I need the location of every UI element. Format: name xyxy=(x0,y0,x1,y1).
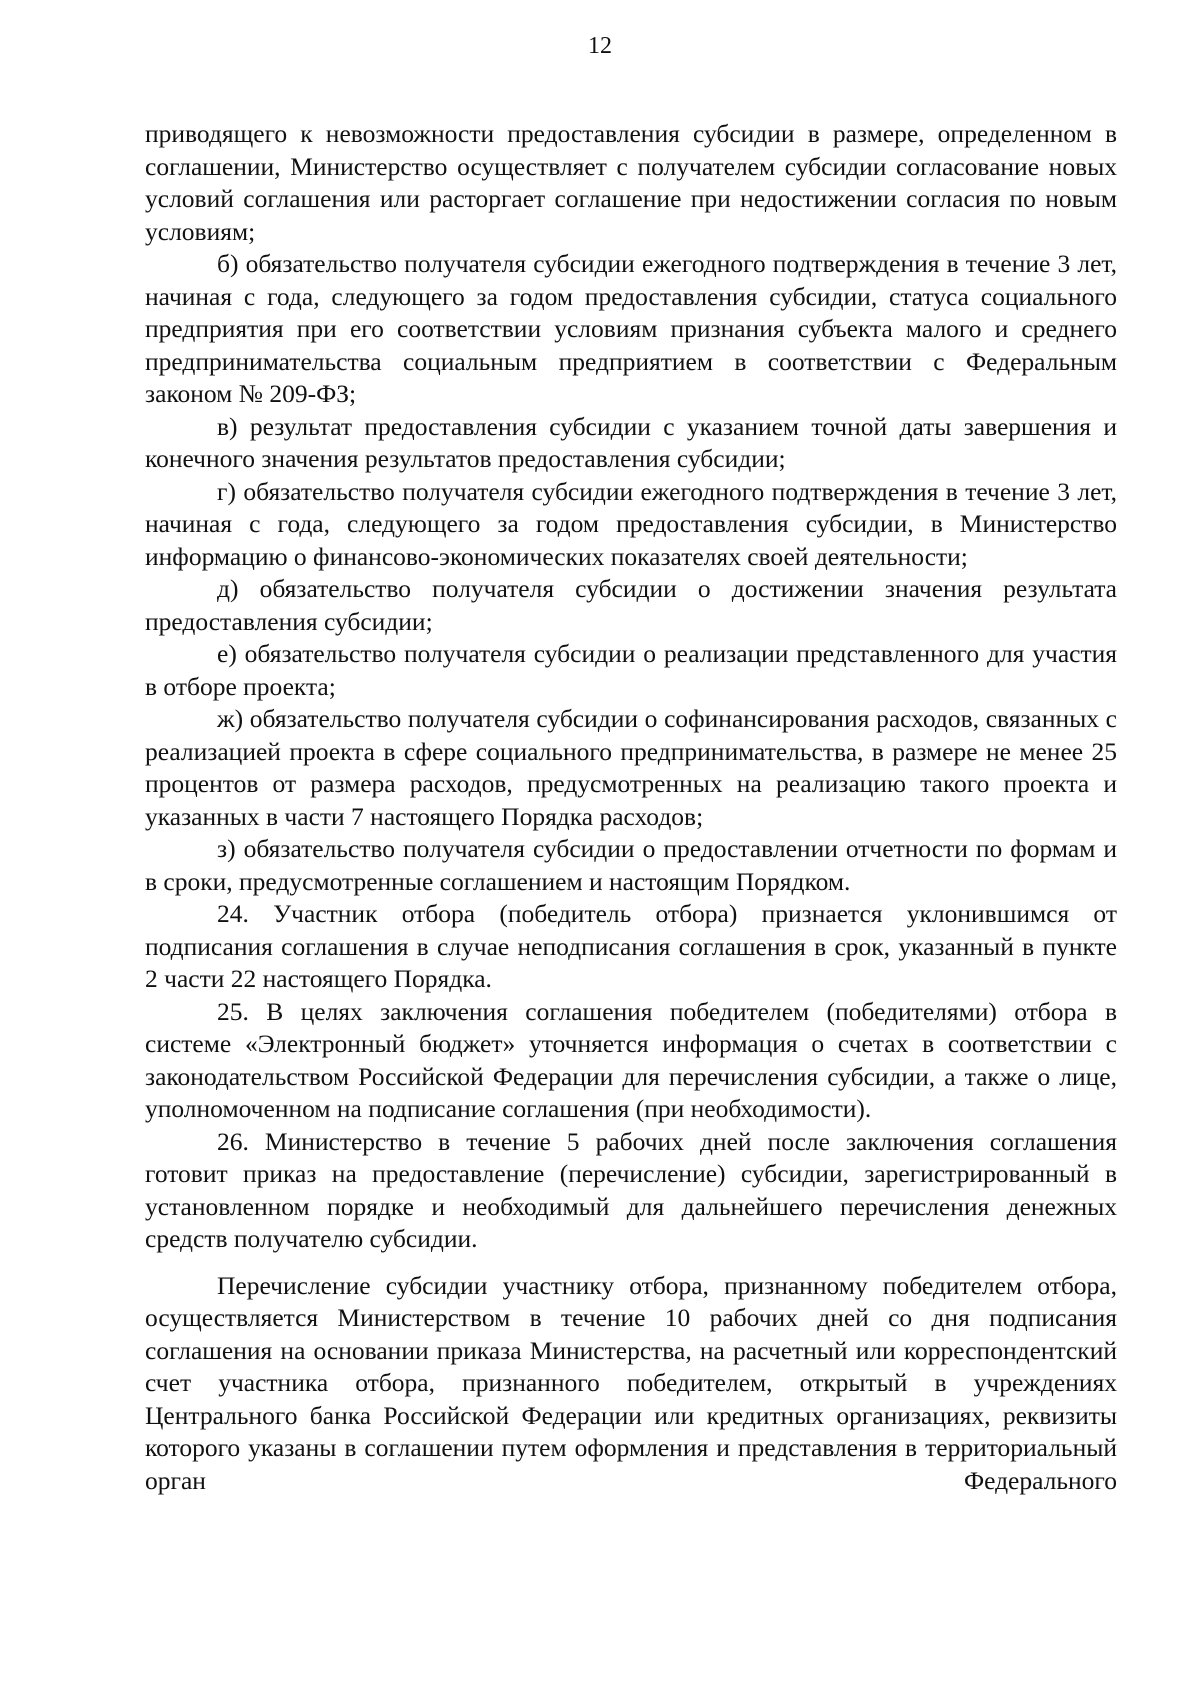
paragraph-26: 26. Министерство в течение 5 рабочих дней после заключения соглашения готовит приказ на предоставление (перечисление) субсидии, зарегистрированный в установленном порядке и необходимый для дальнейшего перечисления денежных средств получателю субсидии. xyxy=(145,1126,1117,1253)
paragraph-item-d: д) обязательство получателя субсидии о достижении значения результата предоставления субсидии; xyxy=(145,574,1117,636)
paragraph-item-zh: ж) обязательство получателя субсидии о софинансирования расходов, связанных с реализацией проекта в сфере социального предпринимательства, в размере не менее 25 процентов от размера расходов, предусмотренных на реализацию такого проекта и указанных в части 7 настоящего Порядка расходов; xyxy=(145,704,1117,831)
paragraph-item-v: в) результат предоставления субсидии с указанием точной даты завершения и конечного значения результатов предоставления субсидии; xyxy=(145,411,1117,473)
paragraph-24: 24. Участник отбора (победитель отбора) признается уклонившимся от подписания соглашения в случае неподписания соглашения в срок, указанный в пункте 2 части 22 настоящего Порядка. xyxy=(145,899,1117,993)
paragraph-continuation: приводящего к невозможности предоставления субсидии в размере, определенном в соглашении, Министерство осуществляет с получателем субсидии согласование новых условий соглашения или расторгает соглашение при недостижении согласия по новым условиям; xyxy=(145,119,1117,246)
document-body xyxy=(145,118,1117,1497)
paragraph-item-z: з) обязательство получателя субсидии о предоставлении отчетности по формам и в сроки, предусмотренные соглашением и настоящим Порядком. xyxy=(145,834,1117,896)
page-number: 12 xyxy=(588,33,612,59)
paragraph-item-b: б) обязательство получателя субсидии ежегодного подтверждения в течение 3 лет, начиная с года, следующего за годом предоставления субсидии, статуса социального предприятия при его соответствии условиям признания субъекта малого и среднего предпринимательства социальным предприятием в соответствии с Федеральным законом № 209-ФЗ; xyxy=(145,249,1117,408)
paragraph-transfer: Перечисление субсидии участнику отбора, признанному победителем отбора, осуществляется Министерством в течение 10 рабочих дней со дня подписания соглашения на основании приказа Министерства, на расчетный или корреспондентский счет участника отбора, признанного победителем, открытый в учреждениях Центрального банка Российской Федерации или кредитных организациях, реквизиты которого указаны в соглашении путем оформления и представления в территориальный орган Федерального xyxy=(145,1270,1117,1495)
paragraph-item-e: е) обязательство получателя субсидии о реализации представленного для участия в отборе проекта; xyxy=(145,639,1117,701)
paragraph-25: 25. В целях заключения соглашения победителем (победителями) отбора в системе «Электронный бюджет» уточняется информация о счетах в соответствии с законодательством Российской Федерации для перечисления субсидии, а также о лице, уполномоченном на подписание соглашения (при необходимости). xyxy=(145,996,1117,1123)
paragraph-item-g: г) обязательство получателя субсидии ежегодного подтверждения в течение 3 лет, начиная с года, следующего за годом предоставления субсидии, в Министерство информацию о финансово-экономических показателях своей деятельности; xyxy=(145,476,1117,571)
